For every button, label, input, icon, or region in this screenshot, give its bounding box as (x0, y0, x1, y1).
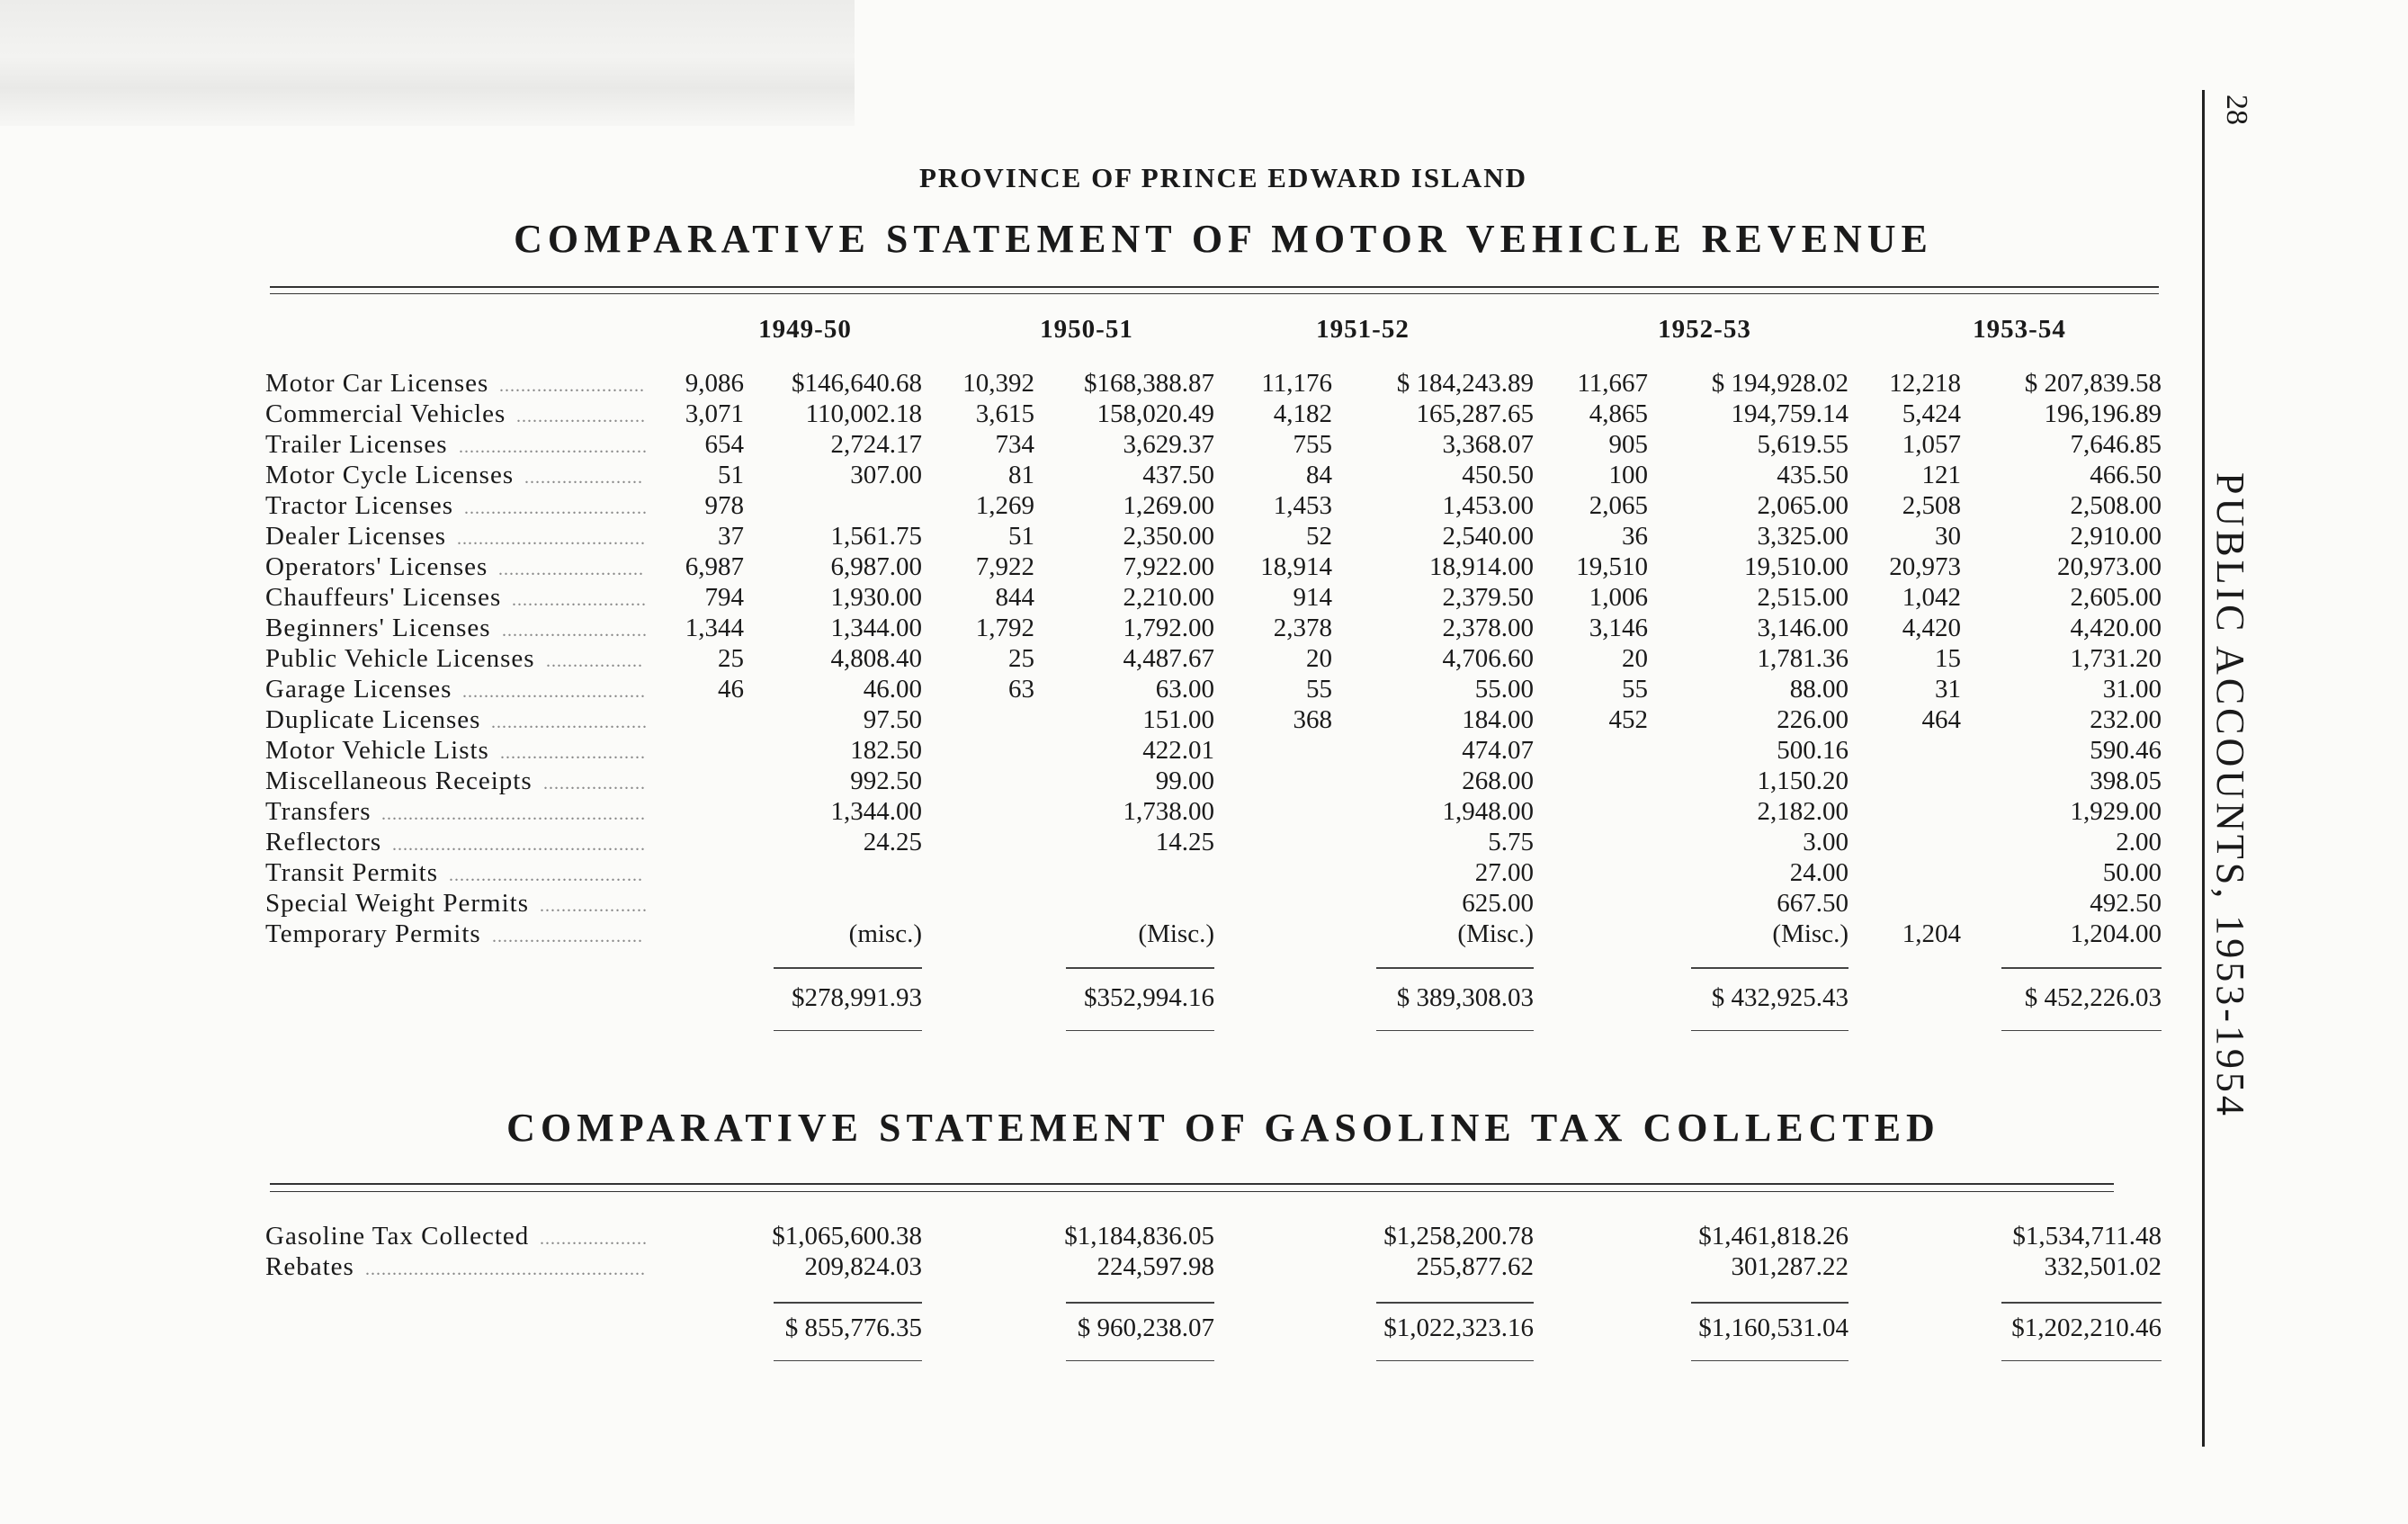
row-label: Temporary Permits ............................ (265, 919, 643, 948)
table-row (0, 675, 2249, 705)
year-header-3: 1951-52 (1316, 315, 1410, 344)
row-label: Motor Car Licenses ........................... (265, 369, 645, 398)
count-cell: 10,392 (962, 369, 1034, 398)
amount-cell: 2,605.00 (2070, 583, 2162, 612)
leader-dots: .................... (540, 1229, 648, 1249)
leader-dots: ......................... (512, 590, 647, 610)
amount-cell: 5.75 (1488, 828, 1534, 856)
table-row (0, 705, 2249, 736)
count-cell: 844 (995, 583, 1034, 612)
count-cell: 18,914 (1260, 552, 1332, 581)
table-row (0, 828, 2249, 858)
amount-cell: 4,420.00 (2070, 614, 2162, 642)
count-cell: 121 (1921, 461, 1961, 489)
row-label: Operators' Licenses ........................... (265, 552, 644, 581)
amount-cell: 301,287.22 (1731, 1252, 1849, 1281)
count-cell: 20,973 (1889, 552, 1961, 581)
amount-cell: 50.00 (2102, 858, 2162, 887)
motor-total-3: $ 389,308.03 (1396, 983, 1534, 1012)
gas-total-rule (774, 1360, 922, 1361)
total-rule (1376, 1030, 1534, 1031)
count-cell: 81 (1008, 461, 1034, 489)
amount-cell: 1,948.00 (1442, 797, 1534, 826)
count-cell: 905 (1608, 430, 1648, 459)
leader-dots: .................. (546, 651, 643, 671)
amount-cell: 4,487.67 (1123, 644, 1214, 673)
amount-cell: 2,065.00 (1757, 491, 1849, 520)
amount-cell: 992.50 (850, 766, 922, 795)
count-cell: 978 (704, 491, 744, 520)
leader-dots: ........................... (502, 621, 648, 641)
amount-cell: 55.00 (1474, 675, 1534, 704)
amount-cell: 226.00 (1777, 705, 1849, 734)
leader-dots: ............................................... (392, 835, 646, 855)
count-cell: 52 (1306, 522, 1332, 551)
amount-cell: 1,344.00 (830, 614, 922, 642)
leader-dots: ................... (543, 774, 646, 793)
amount-cell: 20,973.00 (2057, 552, 2162, 581)
amount-cell: 110,002.18 (805, 399, 922, 428)
table-row (0, 552, 2249, 583)
row-label: Reflectors ............................................... (265, 828, 646, 856)
amount-cell: $ 184,243.89 (1396, 369, 1534, 398)
count-cell: 63 (1008, 675, 1034, 704)
count-cell: 1,453 (1273, 491, 1332, 520)
table-row (0, 491, 2249, 522)
gas-subtotal-rule (1376, 1302, 1534, 1304)
leader-dots: ................................... (457, 529, 646, 549)
amount-cell: 3,368.07 (1442, 430, 1534, 459)
count-cell: 55 (1306, 675, 1332, 704)
amount-cell: 332,501.02 (2044, 1252, 2162, 1281)
count-cell: 1,204 (1902, 919, 1961, 948)
amount-cell: 5,619.55 (1757, 430, 1849, 459)
count-cell: 1,792 (975, 614, 1034, 642)
amount-cell: $ 207,839.58 (2024, 369, 2162, 398)
count-cell: 30 (1935, 522, 1961, 551)
amount-cell: 209,824.03 (804, 1252, 922, 1281)
gas-total-rule (1691, 1360, 1849, 1361)
amount-cell: 2,182.00 (1757, 797, 1849, 826)
amount-cell: 1,738.00 (1123, 797, 1214, 826)
row-label: Commercial Vehicles ........................ (265, 399, 646, 428)
row-label: Public Vehicle Licenses .................. (265, 644, 643, 673)
count-cell: 20 (1306, 644, 1332, 673)
amount-cell: 625.00 (1462, 889, 1534, 918)
amount-cell: 255,877.62 (1416, 1252, 1534, 1281)
row-label: Tractor Licenses .................................. (265, 491, 648, 520)
gas-total-row (0, 1313, 2249, 1344)
count-cell: 914 (1293, 583, 1332, 612)
count-cell: 84 (1306, 461, 1332, 489)
leader-dots: ............................ (492, 927, 643, 946)
gas-total-2: $ 960,238.07 (1077, 1313, 1214, 1342)
amount-cell: 97.50 (863, 705, 922, 734)
amount-cell: 398.05 (2090, 766, 2162, 795)
top-rule (270, 286, 2159, 288)
total-rule (2001, 1030, 2162, 1031)
table-row (0, 797, 2249, 828)
amount-cell: 24.00 (1789, 858, 1849, 887)
amount-cell: 492.50 (2090, 889, 2162, 918)
amount-cell: 194,759.14 (1731, 399, 1849, 428)
leader-dots: .................................................... (365, 1260, 646, 1279)
amount-cell: $1,258,200.78 (1383, 1222, 1534, 1251)
amount-cell: 2,724.17 (830, 430, 922, 459)
amount-cell: 1,792.00 (1123, 614, 1214, 642)
leader-dots: ........................... (499, 376, 645, 396)
side-title: PUBLIC ACCOUNTS, 1953-1954 (2208, 472, 2252, 1119)
amount-cell: 268.00 (1462, 766, 1534, 795)
amount-cell: 2,379.50 (1442, 583, 1534, 612)
amount-cell: 2.00 (2116, 828, 2162, 856)
amount-cell: 182.50 (850, 736, 922, 765)
amount-cell: 2,210.00 (1123, 583, 1214, 612)
amount-cell: 1,930.00 (830, 583, 922, 612)
amount-cell: 3,629.37 (1123, 430, 1214, 459)
row-label: Miscellaneous Receipts ................... (265, 766, 646, 795)
amount-cell: $1,534,711.48 (2012, 1222, 2162, 1251)
amount-cell: 7,646.85 (2070, 430, 2162, 459)
amount-cell: 1,344.00 (830, 797, 922, 826)
amount-cell: 196,196.89 (2044, 399, 2162, 428)
amount-cell: 307.00 (850, 461, 922, 489)
amount-cell: 99.00 (1155, 766, 1214, 795)
gas-total-4: $1,160,531.04 (1698, 1313, 1849, 1342)
count-cell: 2,508 (1902, 491, 1961, 520)
count-cell: 25 (1008, 644, 1034, 673)
amount-cell: 232.00 (2090, 705, 2162, 734)
amount-cell: $1,461,818.26 (1698, 1222, 1849, 1251)
amount-cell: 63.00 (1155, 675, 1214, 704)
amount-cell: 466.50 (2090, 461, 2162, 489)
count-cell: 734 (995, 430, 1034, 459)
table-row (0, 430, 2249, 461)
row-label: Transfers ................................................. (265, 797, 646, 826)
year-header-1: 1949-50 (758, 315, 852, 344)
count-cell: 3,146 (1589, 614, 1648, 642)
count-cell: 4,420 (1902, 614, 1961, 642)
amount-cell: 6,987.00 (830, 552, 922, 581)
count-cell: 51 (1008, 522, 1034, 551)
leader-dots: ............................. (491, 713, 648, 732)
amount-cell: 1,150.20 (1757, 766, 1849, 795)
row-label: Beginners' Licenses ........................... (265, 614, 648, 642)
amount-cell: 18,914.00 (1429, 552, 1534, 581)
count-cell: 37 (718, 522, 744, 551)
amount-cell: 1,781.36 (1757, 644, 1849, 673)
amount-cell: 3,146.00 (1757, 614, 1849, 642)
row-label: Duplicate Licenses ............................. (265, 705, 648, 734)
amount-cell: 435.50 (1777, 461, 1849, 489)
amount-cell: 19,510.00 (1744, 552, 1849, 581)
count-cell: 452 (1608, 705, 1648, 734)
leader-dots: ...................... (524, 468, 643, 488)
amount-cell: 88.00 (1789, 675, 1849, 704)
row-label: Special Weight Permits .................... (265, 889, 648, 918)
gas-top-rule-2 (270, 1191, 2114, 1192)
amount-cell: $146,640.68 (792, 369, 922, 398)
count-cell: 9,086 (685, 369, 744, 398)
amount-cell: 1,269.00 (1123, 491, 1214, 520)
row-label: Motor Cycle Licenses ...................... (265, 461, 643, 489)
amount-cell: 422.01 (1142, 736, 1214, 765)
table-row (0, 766, 2249, 797)
amount-cell: (Misc.) (1457, 919, 1534, 948)
subtotal-rule (1066, 967, 1214, 969)
gas-subtotal-rule (774, 1302, 922, 1304)
table-row (0, 461, 2249, 491)
count-cell: 11,667 (1577, 369, 1648, 398)
amount-cell: 2,350.00 (1123, 522, 1214, 551)
province-heading: PROVINCE OF PRINCE EDWARD ISLAND (918, 162, 1527, 193)
table-row (0, 583, 2249, 614)
count-cell: 19,510 (1576, 552, 1648, 581)
count-cell: 15 (1935, 644, 1961, 673)
amount-cell: 2,540.00 (1442, 522, 1534, 551)
count-cell: 1,057 (1902, 430, 1961, 459)
count-cell: 4,182 (1273, 399, 1332, 428)
count-cell: 368 (1293, 705, 1332, 734)
count-cell: 7,922 (975, 552, 1034, 581)
amount-cell: 1,453.00 (1442, 491, 1534, 520)
count-cell: 4,865 (1589, 399, 1648, 428)
amount-cell: 1,204.00 (2070, 919, 2162, 948)
count-cell: 755 (1293, 430, 1332, 459)
amount-cell: 46.00 (863, 675, 922, 704)
amount-cell: (Misc.) (1772, 919, 1849, 948)
count-cell: 464 (1921, 705, 1961, 734)
amount-cell: 500.16 (1777, 736, 1849, 765)
amount-cell: (Misc.) (1138, 919, 1214, 948)
margin-rule (2202, 90, 2205, 1447)
amount-cell: 1,929.00 (2070, 797, 2162, 826)
row-label: Rebates .................................................... (265, 1252, 646, 1281)
count-cell: 2,378 (1273, 614, 1332, 642)
table-row (0, 858, 2249, 889)
leader-dots: ................................................. (381, 804, 646, 824)
amount-cell: 3.00 (1803, 828, 1849, 856)
gasoline-tax-title: COMPARATIVE STATEMENT OF GASOLINE TAX COLLECTED (506, 1106, 1940, 1150)
total-rule (1066, 1030, 1214, 1031)
count-cell: 100 (1608, 461, 1648, 489)
count-cell: 1,006 (1589, 583, 1648, 612)
count-cell: 1,042 (1902, 583, 1961, 612)
gas-total-5: $1,202,210.46 (2011, 1313, 2162, 1342)
row-label: Gasoline Tax Collected .................... (265, 1222, 648, 1251)
table-row (0, 369, 2249, 399)
leader-dots: ........................... (500, 743, 646, 763)
count-cell: 1,344 (685, 614, 744, 642)
amount-cell: 3,325.00 (1757, 522, 1849, 551)
gas-total-rule (1376, 1360, 1534, 1361)
amount-cell: 158,020.49 (1097, 399, 1214, 428)
count-cell: 12,218 (1889, 369, 1961, 398)
amount-cell: 184.00 (1462, 705, 1534, 734)
leader-dots: ................................... (459, 437, 648, 457)
count-cell: 31 (1935, 675, 1961, 704)
gas-total-rule (1066, 1360, 1214, 1361)
amount-cell: 151.00 (1142, 705, 1214, 734)
amount-cell: 2,508.00 (2070, 491, 2162, 520)
amount-cell: 4,808.40 (830, 644, 922, 673)
gas-total-1: $ 855,776.35 (784, 1313, 922, 1342)
count-cell: 5,424 (1902, 399, 1961, 428)
count-cell: 1,269 (975, 491, 1034, 520)
amount-cell: 165,287.65 (1416, 399, 1534, 428)
total-rule (774, 1030, 922, 1031)
table-row (0, 614, 2249, 644)
count-cell: 3,071 (685, 399, 744, 428)
count-cell: 25 (718, 644, 744, 673)
total-rule (1691, 1030, 1849, 1031)
amount-cell: 2,378.00 (1442, 614, 1534, 642)
year-header-4: 1952-53 (1658, 315, 1751, 344)
row-label: Transit Permits .................................... (265, 858, 643, 887)
amount-cell: 7,922.00 (1123, 552, 1214, 581)
amount-cell: 667.50 (1777, 889, 1849, 918)
gas-total-rule (2001, 1360, 2162, 1361)
amount-cell: $ 194,928.02 (1711, 369, 1849, 398)
amount-cell: 224,597.98 (1097, 1252, 1214, 1281)
scan-smudge (0, 0, 855, 126)
leader-dots: .................................. (462, 682, 646, 702)
gas-top-rule (270, 1183, 2114, 1185)
subtotal-rule (1691, 967, 1849, 969)
amount-cell: 2,910.00 (2070, 522, 2162, 551)
table-row (0, 736, 2249, 766)
page-number: 28 (2220, 94, 2253, 125)
count-cell: 6,987 (685, 552, 744, 581)
year-header-5: 1953-54 (1973, 315, 2066, 344)
amount-cell: 4,706.60 (1442, 644, 1534, 673)
gas-subtotal-rule (1066, 1302, 1214, 1304)
amount-cell: (misc.) (848, 919, 922, 948)
count-cell: 794 (704, 583, 744, 612)
leader-dots: .................... (540, 896, 648, 916)
motor-total-2: $352,994.16 (1084, 983, 1214, 1012)
row-label: Motor Vehicle Lists ........................... (265, 736, 646, 765)
table-row (0, 1252, 2249, 1283)
subtotal-rule (1376, 967, 1534, 969)
table-row (0, 399, 2249, 430)
gas-subtotal-rule (2001, 1302, 2162, 1304)
motor-total-4: $ 432,925.43 (1711, 983, 1849, 1012)
leader-dots: .................................... (449, 865, 643, 885)
row-label: Chauffeurs' Licenses ......................... (265, 583, 647, 612)
top-rule-2 (270, 293, 2159, 294)
count-cell: 55 (1622, 675, 1648, 704)
amount-cell: 1,561.75 (830, 522, 922, 551)
year-header-2: 1950-51 (1040, 315, 1133, 344)
amount-cell: 474.07 (1462, 736, 1534, 765)
gas-subtotal-rule (1691, 1302, 1849, 1304)
table-row (0, 522, 2249, 552)
amount-cell: 590.46 (2090, 736, 2162, 765)
leader-dots: .................................. (464, 498, 648, 518)
table-row (0, 1222, 2249, 1252)
motor-total-row (0, 983, 2249, 1014)
leader-dots: ........................ (516, 407, 646, 426)
table-row (0, 889, 2249, 919)
subtotal-rule (2001, 967, 2162, 969)
count-cell: 20 (1622, 644, 1648, 673)
gas-total-3: $1,022,323.16 (1383, 1313, 1534, 1342)
count-cell: 2,065 (1589, 491, 1648, 520)
count-cell: 3,615 (975, 399, 1034, 428)
count-cell: 654 (704, 430, 744, 459)
row-label: Trailer Licenses ................................... (265, 430, 648, 459)
row-label: Dealer Licenses ................................... (265, 522, 646, 551)
amount-cell: 24.25 (863, 828, 922, 856)
motor-total-5: $ 452,226.03 (2024, 983, 2162, 1012)
motor-total-1: $278,991.93 (792, 983, 922, 1012)
amount-cell: $1,065,600.38 (772, 1222, 922, 1251)
amount-cell: 450.50 (1462, 461, 1534, 489)
leader-dots: ........................... (498, 560, 644, 579)
subtotal-rule (774, 967, 922, 969)
count-cell: 36 (1622, 522, 1648, 551)
amount-cell: 31.00 (2102, 675, 2162, 704)
amount-cell: $168,388.87 (1084, 369, 1214, 398)
count-cell: 11,176 (1261, 369, 1332, 398)
amount-cell: 1,731.20 (2070, 644, 2162, 673)
amount-cell: 2,515.00 (1757, 583, 1849, 612)
amount-cell: $1,184,836.05 (1064, 1222, 1214, 1251)
table-row (0, 919, 2249, 950)
amount-cell: 437.50 (1142, 461, 1214, 489)
amount-cell: 14.25 (1155, 828, 1214, 856)
motor-vehicle-title: COMPARATIVE STATEMENT OF MOTOR VEHICLE REVENUE (514, 217, 1933, 261)
count-cell: 46 (718, 675, 744, 704)
count-cell: 51 (718, 461, 744, 489)
amount-cell: 27.00 (1474, 858, 1534, 887)
table-row (0, 644, 2249, 675)
row-label: Garage Licenses .................................. (265, 675, 646, 704)
